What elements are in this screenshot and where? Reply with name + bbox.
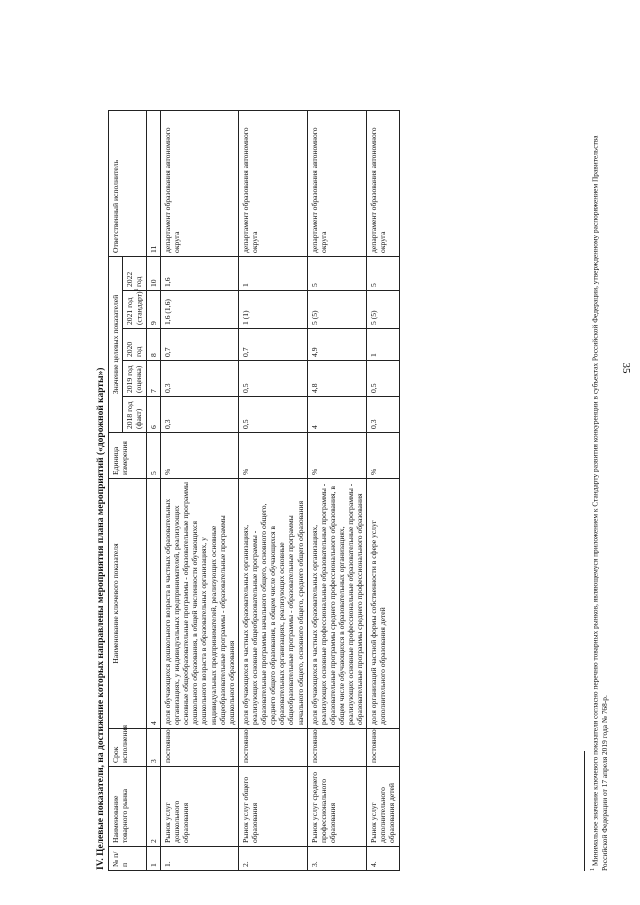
row-value-2020: 1 <box>367 329 399 361</box>
index-cell: 9 <box>146 291 160 329</box>
row-num: 4. <box>367 847 399 871</box>
index-cell: 3 <box>146 729 160 767</box>
header-2018: 2018 год (факт) <box>123 397 147 433</box>
header-market: Наименование товарного рынка <box>109 767 147 847</box>
footnote-ref: 1 <box>134 288 141 292</box>
header-2019: 2019 год (оценка) <box>123 361 147 397</box>
row-market: Рынок услуг дошкольного образования <box>160 767 238 847</box>
header-values-group: Значение целевых показателей <box>109 256 123 432</box>
index-cell: 5 <box>146 433 160 479</box>
footnotes <box>584 111 610 871</box>
row-value-2018: 0,3 <box>367 397 399 433</box>
row-value-2022: 1,6 <box>160 256 238 290</box>
row-value-2019: 0,5 <box>238 361 307 397</box>
row-value-2018: 0,5 <box>238 397 307 433</box>
index-cell: 7 <box>146 361 160 397</box>
row-value-2021: 1 (1) <box>238 291 307 329</box>
index-cell: 11 <box>146 110 160 256</box>
row-indicator: доля организаций частной формы собственности в сфере услуг дополнительного образования детей <box>367 479 399 729</box>
row-value-2018: 0,3 <box>160 397 238 433</box>
row-responsible: департамент образования автономного округа <box>160 110 238 256</box>
header-2021-text: 2021 год (стандарт) <box>125 291 144 325</box>
row-value-2019: 4,8 <box>307 361 367 397</box>
table-row <box>367 110 399 870</box>
row-term: постоянно <box>307 729 367 767</box>
header-responsible: Ответственный исполнитель <box>109 110 147 256</box>
header-2021 <box>123 288 147 329</box>
row-num: 1. <box>160 847 238 871</box>
footnote-text: Минимальное значение ключевого показателя согласно перечню товарных рынков, являющемуся приложением к Стандарту развития конкуренции в субъектах Российской Федерации, утвержденному распоряжением Правительства Российской Федерации от 17 апреля 2019 года № 768-р. <box>590 135 610 871</box>
table-row <box>307 110 367 870</box>
row-num: 2. <box>238 847 307 871</box>
row-value-2019: 0,3 <box>160 361 238 397</box>
row-term: постоянно <box>160 729 238 767</box>
footnote <box>589 111 610 871</box>
footnote-divider <box>584 751 585 871</box>
rotated-page-content <box>0 20 640 885</box>
header-term: Срок исполнения <box>109 729 147 767</box>
row-value-2021: 5 (5) <box>307 291 367 329</box>
row-indicator: доля обучающихся в частных образовательных организациях, реализующих основные общеобразовательные программы - образовательные программы начального общего, основного общего, среднего общего образования, в общем числе обучающихся в образовательных организациях, реализующих основные общеобразовательные программы - образовательные программы начального общего, основного общего, среднего общего образования <box>238 479 307 729</box>
table-row <box>160 110 238 870</box>
row-term: постоянно <box>367 729 399 767</box>
index-cell: 1 <box>146 847 160 871</box>
targets-table <box>108 110 400 871</box>
row-value-2019: 0,5 <box>367 361 399 397</box>
page-number: 35 <box>620 362 632 374</box>
index-cell: 8 <box>146 329 160 361</box>
row-value-2021: 1,6 (1,6) <box>160 291 238 329</box>
header-unit: Единица измерения <box>109 433 147 479</box>
header-2020: 2020 год <box>123 329 147 361</box>
row-indicator: доля обучающихся дошкольного возраста в частных образовательных организациях, у индивидуальных предпринимателей, реализующих основные общеобразовательные программы - образовательные программы дошкольного образования, в общей численности обучающихся дошкольного возраста в образовательных организациях, у индивидуальных предпринимателей, реализующих основные общеобразовательные программы - образовательные программы дошкольного образования <box>160 479 238 729</box>
row-unit: % <box>160 433 238 479</box>
row-value-2022: 5 <box>367 256 399 290</box>
header-row-1 <box>109 110 123 870</box>
row-market: Рынок услуг среднего профессионального образования <box>307 767 367 847</box>
row-value-2020: 4,9 <box>307 329 367 361</box>
row-value-2020: 0,7 <box>238 329 307 361</box>
section-title: IV. Целевые показатели, на достижение которых направлены мероприятия плана мероприятий («дорожной карты») <box>96 367 106 870</box>
row-value-2022: 5 <box>307 256 367 290</box>
footnote-mark: 1 <box>590 868 596 871</box>
row-responsible: департамент образования автономного округа <box>307 110 367 256</box>
header-2022: 2022 год <box>123 256 147 290</box>
row-responsible: департамент образования автономного округа <box>238 110 307 256</box>
row-num: 3. <box>307 847 367 871</box>
index-cell: 2 <box>146 767 160 847</box>
row-value-2022: 1 <box>238 256 307 290</box>
row-indicator: доля обучающихся в частных образовательных организациях, реализующих основные профессиональные образовательные программы - образовательные программы среднего профессионального образования, в общем числе обучающихся в образовательных организациях, реализующих основные профессиональные образовательные программы - образовательные программы среднего профессионального образования <box>307 479 367 729</box>
row-unit: % <box>367 433 399 479</box>
row-value-2021: 5 (5) <box>367 291 399 329</box>
header-num: № п/п <box>109 847 147 871</box>
row-value-2018: 4 <box>307 397 367 433</box>
row-responsible: департамент образования автономного округа <box>367 110 399 256</box>
row-unit: % <box>307 433 367 479</box>
header-indicator: Наименование ключевого показателя <box>109 479 147 729</box>
table-row <box>238 110 307 870</box>
row-market: Рынок услуг дополнительного образования детей <box>367 767 399 847</box>
index-cell: 6 <box>146 397 160 433</box>
index-row <box>146 110 160 870</box>
index-cell: 10 <box>146 256 160 290</box>
row-unit: % <box>238 433 307 479</box>
row-value-2020: 0,7 <box>160 329 238 361</box>
index-cell: 4 <box>146 479 160 729</box>
row-term: постоянно <box>238 729 307 767</box>
row-market: Рынок услуг общего образования <box>238 767 307 847</box>
